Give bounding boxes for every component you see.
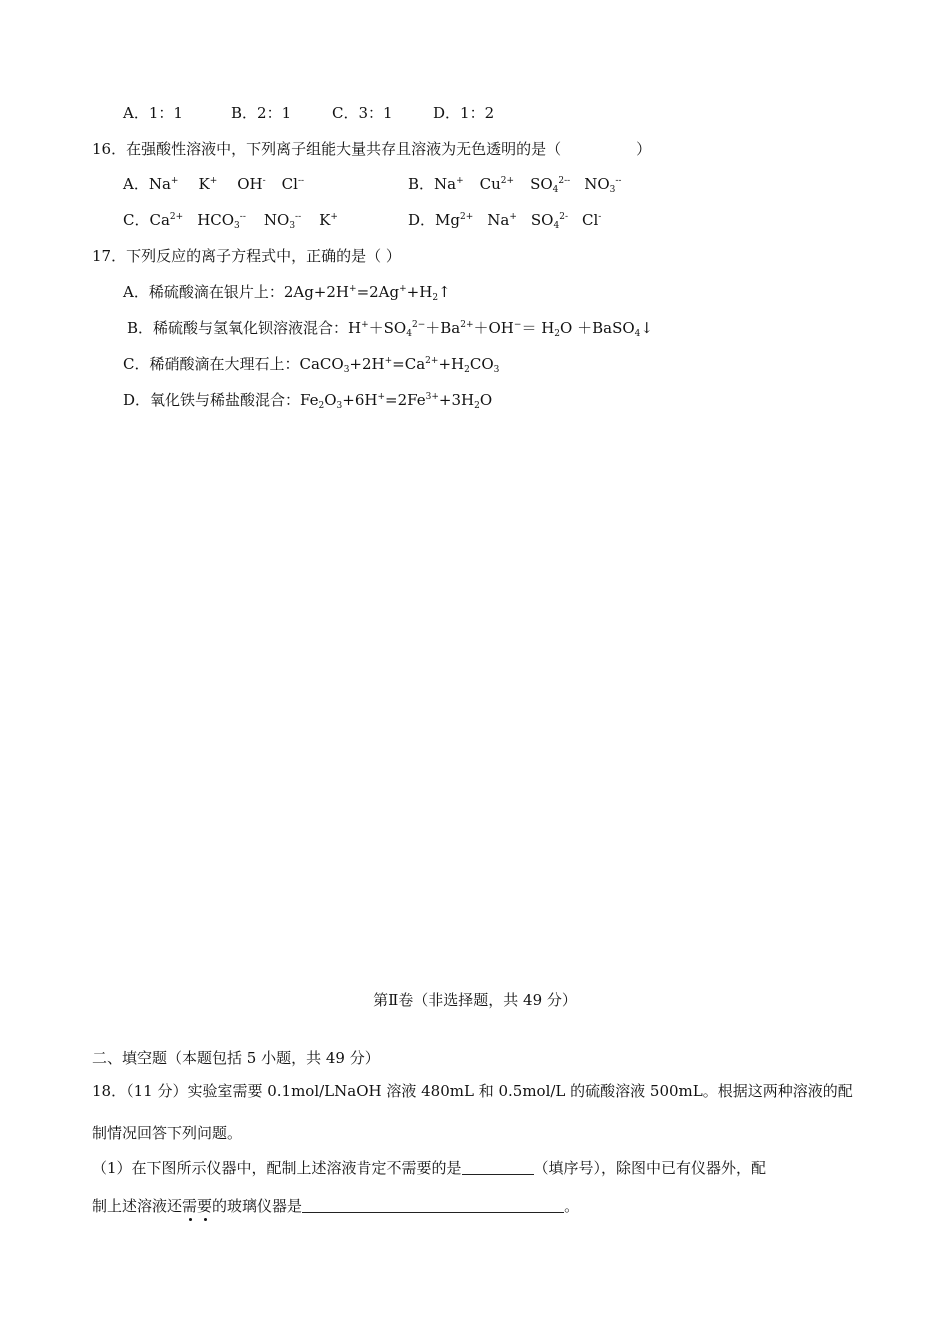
q16-stem: 16．在强酸性溶液中，下列离子组能大量共存且溶液为无色透明的是（ ） xyxy=(92,140,652,158)
q17-option-c: C．稀硝酸滴在大理石上：$CaCO_3+2H^+=Ca^{2+}+H_2CO_3$ xyxy=(123,355,500,375)
q15-option-c: C．3：1 xyxy=(332,104,393,122)
q15-options xyxy=(123,103,494,123)
q16-option-d: D．$Mg^{2+}$ Na+ $SO_4^{2-}$ Cl- xyxy=(408,211,602,231)
section-title: 第Ⅱ卷（非选择题，共 49 分） xyxy=(373,991,577,1009)
answer-blank-2[interactable] xyxy=(302,1198,564,1213)
q18-stem-line1: 18．（11 分）实验室需要 0.1mol/LNaOH 溶液 480mL 和 0.5mol/L 的硫酸溶液 500mL。根据这两种溶液的配 xyxy=(92,1082,853,1100)
q18-stem-line2: 制情况回答下列问题。 xyxy=(92,1124,243,1142)
q16-option-b: B．Na+ $Cu^{2+}$ $SO_4^{2--}$ $NO_3^{--}$ xyxy=(408,175,622,195)
emphasis-char-2: 要 xyxy=(197,1197,213,1215)
q18-sub1-line2: 制上述溶液还需要的玻璃仪器是 。 xyxy=(92,1197,580,1215)
emphasis-char-1: 需 xyxy=(182,1197,198,1215)
q16-option-a: A．Na+ K+ OH- Cl-- xyxy=(123,175,305,193)
part-two-header: 二、填空题（本题包括 5 小题，共 49 分） xyxy=(92,1049,380,1067)
q17-option-d: D．氧化铁与稀盐酸混合：$Fe_2O_3+6H^+=2Fe^{3+}+3H_2O$ xyxy=(123,391,493,411)
q18-sub1-line1: （1）在下图所示仪器中，配制上述溶液肯定不需要的是 （填序号），除图中已有仪器外，配 xyxy=(92,1159,767,1177)
q15-option-d: D．1：2 xyxy=(433,104,495,122)
q17-option-a: A．稀硫酸滴在银片上：$2Ag+2H^+=2Ag^++H_2↑$ xyxy=(123,283,451,303)
answer-blank-1[interactable] xyxy=(462,1160,534,1175)
q15-option-b: B．2：1 xyxy=(231,104,292,122)
q16-option-c: C．$Ca^{2+}$ $HCO_3^{--}$ $NO_3^{--}$ K+ xyxy=(123,211,338,231)
q15-option-a: A．1：1 xyxy=(123,104,183,122)
q17-option-b: B．稀硫酸与氢氧化钡溶液混合：$H^++SO_4^{2-}+Ba^{2+}+OH^-= H_2O$ ＋BaSO$_4$↓ xyxy=(127,319,653,339)
q17-stem: 17．下列反应的离子方程式中，正确的是（ ） xyxy=(92,247,401,265)
